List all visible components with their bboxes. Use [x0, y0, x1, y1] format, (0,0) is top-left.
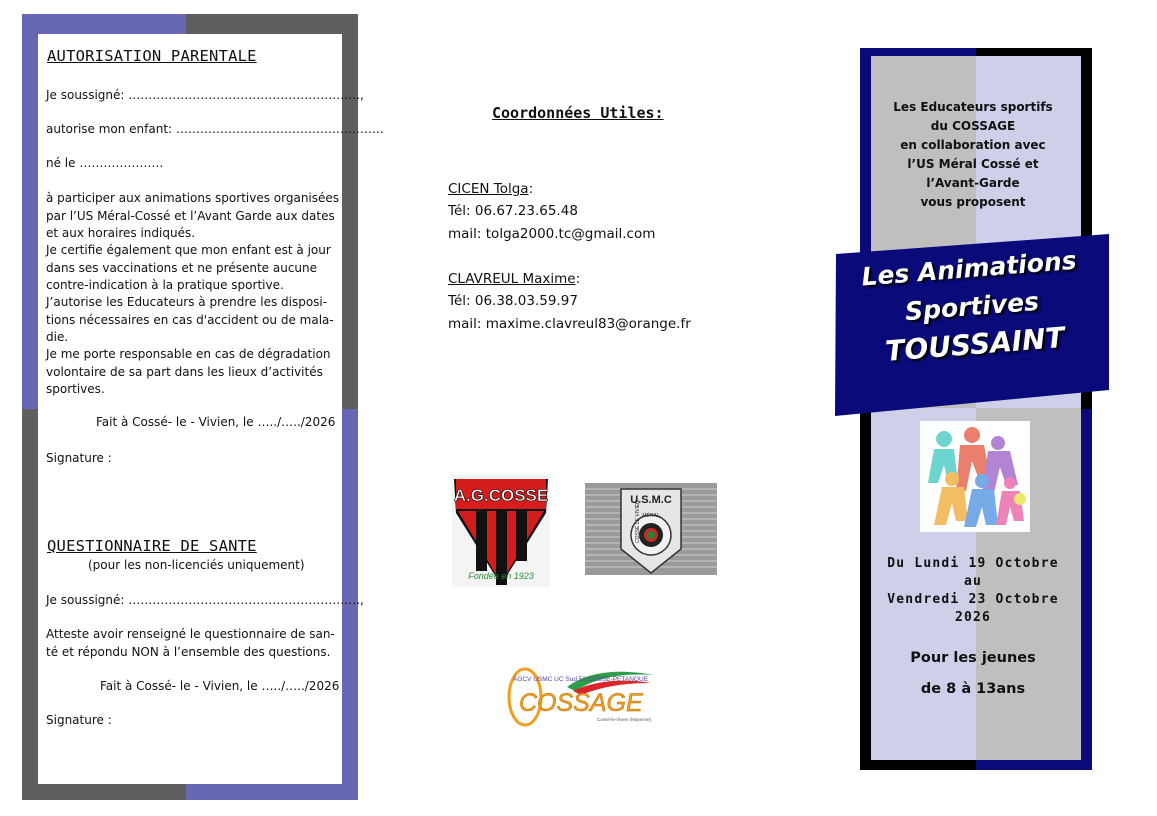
intro-line: vous proposent — [920, 195, 1026, 209]
auth-line: Je me porte responsable en cas de dégradation — [46, 347, 331, 361]
auth-line: né le ………………… — [46, 156, 164, 170]
auth-line: sportives. — [46, 382, 105, 396]
cossage-logo-text: COSSAGE — [519, 689, 643, 717]
authorization-title: AUTORISATION PARENTALE — [47, 47, 257, 65]
auth-line: par l’US Méral-Cossé et l’Avant Garde aux dates — [46, 208, 335, 223]
questionnaire-line: Atteste avoir renseigné le questionnaire de san- — [46, 627, 335, 641]
contact-name — [448, 268, 580, 291]
intro-line: du COSSAGE — [930, 119, 1016, 133]
intro-line: Les Educateurs sportifs — [893, 100, 1053, 114]
contact-name-text: CICEN Tolga — [448, 181, 529, 197]
auth-line: Je certifie également que mon enfant est à jour — [46, 243, 331, 257]
banner-line: Les Animations — [860, 245, 1078, 292]
contact-name — [448, 178, 533, 201]
dates-line: Du Lundi 19 Octobre — [887, 556, 1059, 571]
banner-line: TOUSSAINT — [884, 320, 1066, 368]
auth-line: dans ses vaccinations et ne présente aucune — [46, 260, 318, 275]
auth-line: autorise mon enfant: ……………………………………………. — [46, 122, 384, 136]
auth-place-date: Fait à Cossé- le - Vivien, le …../…../2026 — [96, 415, 336, 429]
questionnaire-signature-label: Signature : — [46, 713, 112, 727]
useful-contacts-title: Coordonnées Utiles: — [492, 104, 664, 122]
ag-logo-text: A.G.COSSE — [453, 486, 549, 505]
cossage-logo-sub: Cossé-le-Vivien (Mayenne) — [597, 717, 652, 722]
cossage-logo — [503, 661, 663, 727]
health-questionnaire-subtitle: (pour les non-licenciés uniquement) — [88, 558, 305, 572]
contact-email: mail: tolga2000.tc@gmail.com — [448, 226, 656, 242]
questionnaire-line: Je soussigné: …………………………………………………., — [46, 593, 364, 607]
usmc-logo-text: U.S.M.C — [630, 494, 672, 506]
health-questionnaire-title: QUESTIONNAIRE DE SANTE — [47, 537, 257, 555]
auth-line: à participer aux animations sportives organisées — [46, 191, 340, 205]
usmc-logo-top: MÉRAL — [642, 513, 660, 519]
questionnaire-line: té et répondu NON à l’ensemble des questions. — [46, 644, 331, 659]
dates-line: Vendredi 23 Octobre — [887, 592, 1059, 607]
auth-line: tions nécessaires en cas d'accident ou de mala- — [46, 312, 334, 327]
dates-line: 2026 — [954, 610, 992, 625]
intro-line: l’Avant-Garde — [926, 176, 1020, 190]
banner-line: Sportives — [903, 286, 1040, 327]
contact-email: mail: maxime.clavreul83@orange.fr — [448, 316, 691, 332]
cossage-logo-clubs: AGCV USMC UC Sud 53 COSSE-PETANQUE — [513, 676, 648, 683]
intro-line: l’US Méral Cossé et — [907, 157, 1039, 171]
auth-line: Je soussigné: …………………………………………………., — [46, 88, 364, 102]
colon: : — [528, 181, 534, 197]
target-age-line: Pour les jeunes — [910, 650, 1036, 666]
contact-phone: Tél: 06.38.03.59.97 — [448, 293, 578, 309]
banner-title — [836, 240, 1108, 374]
contact-name-text: CLAVREUL Maxime — [448, 271, 576, 287]
auth-line: J’autorise les Educateurs à prendre les disposi- — [46, 295, 328, 309]
auth-signature-label: Signature : — [46, 451, 112, 465]
colon: : — [575, 271, 581, 287]
questionnaire-place-date: Fait à Cossé- le - Vivien, le …../…../2026 — [100, 679, 340, 693]
ag-logo-founded: Fondée en 1923 — [468, 571, 534, 581]
intro-text — [868, 98, 1078, 212]
dates-line: au — [963, 574, 983, 589]
ag-cosse-logo — [452, 475, 550, 587]
contact-phone: Tél: 06.67.23.65.48 — [448, 203, 578, 219]
left-panel-content — [38, 34, 342, 784]
sports-silhouettes-image — [920, 421, 1030, 532]
target-age-line: de 8 à 13ans — [920, 681, 1026, 697]
intro-line: en collaboration avec — [900, 138, 1046, 152]
auth-line: et aux horaires indiqués. — [46, 226, 196, 240]
usmc-logo-ring: COSSÉ LE VIVIEN — [635, 500, 641, 543]
usmc-logo — [585, 483, 717, 575]
auth-line: die. — [46, 330, 69, 344]
dates — [868, 555, 1078, 627]
auth-line: volontaire de sa part dans les lieux d’activités — [46, 364, 323, 379]
auth-line: contre-indication à la pratique sportive. — [46, 278, 284, 292]
